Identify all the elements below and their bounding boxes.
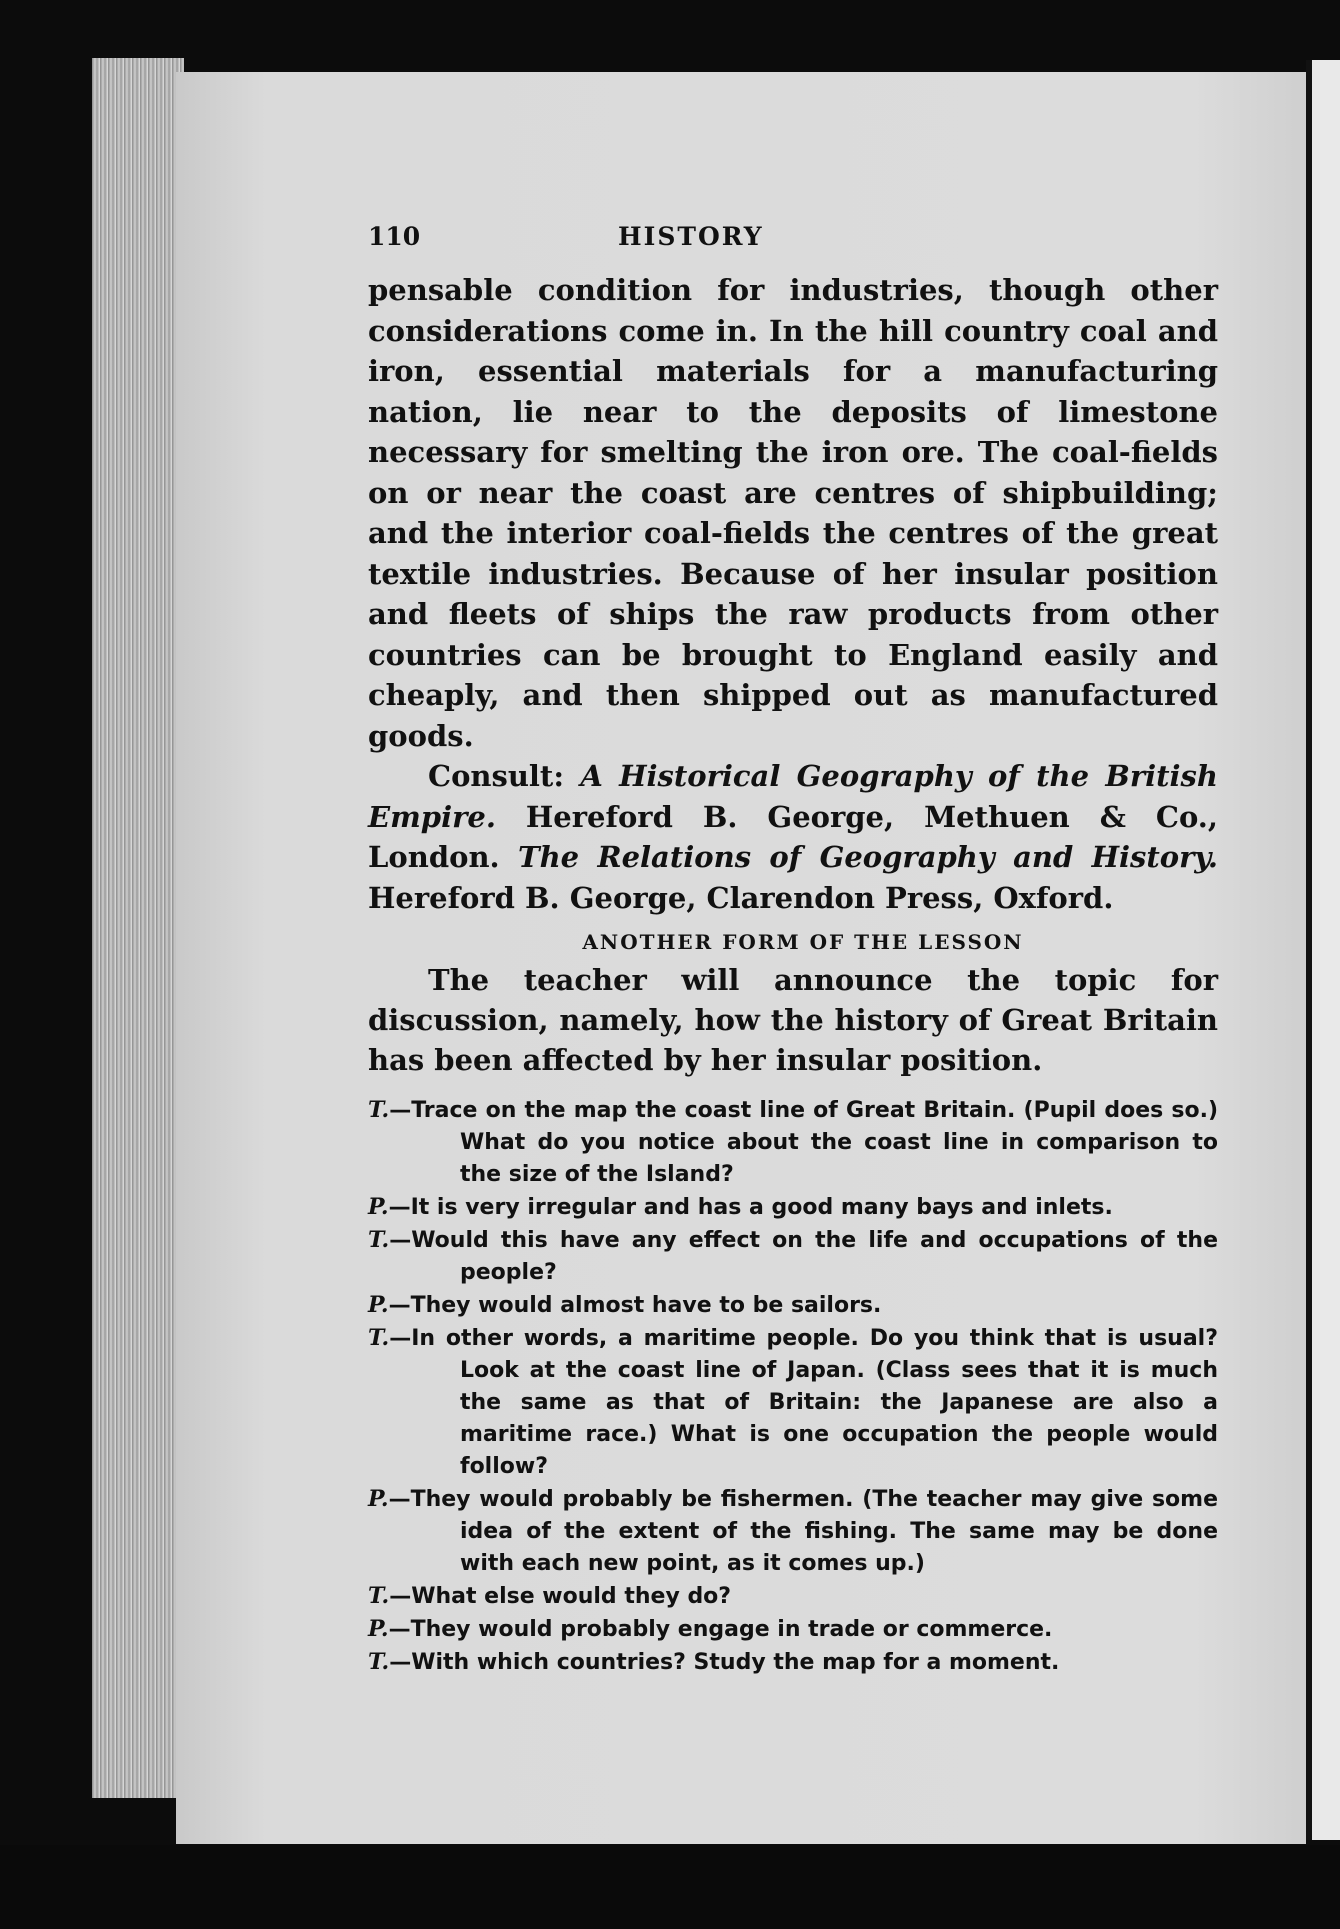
dialogue-text: —They would almost have to be sailors. [388, 1293, 882, 1318]
speaker-label: T. [368, 1227, 390, 1253]
dialogue [368, 1094, 1218, 1679]
dialogue-line [368, 1224, 1218, 1289]
reference-title: The Relations of Geography and History. [518, 840, 1218, 874]
dialogue-text: —What else would they do? [389, 1584, 732, 1609]
dialogue-text: —Would this have any effect on the life and occupations of the people? [389, 1228, 1218, 1285]
dialogue-line [368, 1580, 1218, 1613]
dialogue-text: —They would probably engage in trade or commerce. [388, 1617, 1053, 1642]
speaker-label: P. [368, 1486, 389, 1512]
section-heading: ANOTHER FORM OF THE LESSON [582, 930, 1024, 954]
dialogue-line [368, 1191, 1218, 1224]
scan-background [0, 1845, 1340, 1929]
speaker-label: T. [368, 1325, 390, 1351]
dialogue-text: —In other words, a maritime people. Do you think that is usual? Look at the coast line of Japan. (Class sees that it is much the same as that of Britain: the Japanese are also a maritime race.) What is one occupation the people would follow? [389, 1326, 1218, 1479]
dialogue-line [368, 1483, 1218, 1580]
consult-lead: Consult: [428, 759, 565, 793]
speaker-label: P. [368, 1616, 389, 1642]
speaker-label: P. [368, 1292, 389, 1318]
dialogue-line [368, 1094, 1218, 1191]
page-content [368, 222, 1218, 1679]
reference-details: Hereford B. George, Clarendon Press, Oxford. [368, 880, 1114, 915]
body-text [368, 270, 1218, 918]
dialogue-line [368, 1289, 1218, 1322]
dialogue-text: —It is very irregular and has a good many bays and inlets. [388, 1195, 1113, 1220]
speaker-label: P. [368, 1194, 389, 1220]
dialogue-text: —They would probably be fishermen. (The teacher may give some idea of the extent of the fishing. The same may be done with each new point, as it comes up.) [388, 1487, 1218, 1576]
speaker-label: T. [368, 1097, 390, 1123]
speaker-label: T. [368, 1649, 390, 1675]
dialogue-line [368, 1322, 1218, 1483]
dialogue-line [368, 1646, 1218, 1679]
facing-page-edge [1306, 60, 1340, 1840]
consult-paragraph [368, 756, 1218, 918]
reference-details: Hereford B. George, Methuen & Co., London. [368, 799, 1218, 874]
page-edge-stack [92, 58, 184, 1798]
page-number: 110 [368, 222, 421, 251]
running-head [368, 222, 1218, 270]
section-intro: The teacher will announce the topic for discussion, namely, how the history of Great Britain has been affected by her insular position. [368, 963, 1218, 1077]
dialogue-text: —With which countries? Study the map for a moment. [389, 1650, 1060, 1675]
dialogue-text: —Trace on the map the coast line of Great Britain. (Pupil does so.) What do you notice about the coast line in comparison to the size of the Island? [389, 1098, 1218, 1187]
running-title: HISTORY [618, 222, 764, 251]
speaker-label: T. [368, 1583, 390, 1609]
paragraph: pensable condition for industries, though other considerations come in. In the hill country coal and iron, essential materials for a manufacturing nation, lie near to the deposits of limestone necessary for smelting the iron ore. The coal-fields on or near the coast are centres of shipbuilding; and the interior coal-fields the centres of the great textile industries. Because of her insular position and fleets of ships the raw products from other countries can be brought to England easily and cheaply, and then shipped out as manufactured goods. [368, 273, 1218, 753]
reference-title: A Historical Geography of the British Empire. [368, 759, 1218, 834]
dialogue-line [368, 1613, 1218, 1646]
